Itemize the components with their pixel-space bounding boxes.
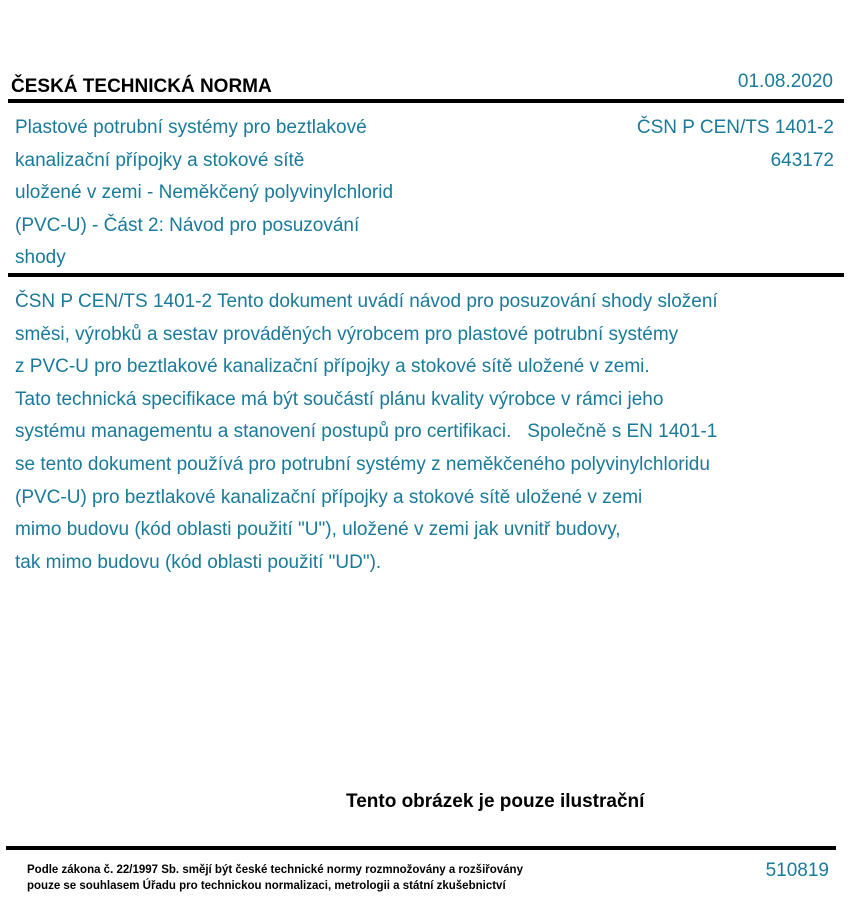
standard-title-line: kanalizační přípojky a stokové sítě xyxy=(15,149,305,171)
standard-description xyxy=(15,286,845,579)
description-line: mimo budovu (kód oblasti použití "U"), uložené v zemi jak uvnitř budovy, xyxy=(15,519,621,541)
description-line: tak mimo budovu (kód oblasti použití "UD"). xyxy=(15,551,382,573)
standard-title-line: shody xyxy=(15,247,66,268)
footer-divider xyxy=(6,846,836,850)
standard-identifiers xyxy=(637,112,834,177)
standard-title xyxy=(15,112,455,275)
title-divider xyxy=(8,273,844,277)
document-code: 510819 xyxy=(765,860,829,881)
description-line: směsi, výrobků a sestav prováděných výrobcem pro plastové potrubní systémy xyxy=(15,323,679,345)
description-line: se tento dokument používá pro potrubní systémy z neměkčeného polyvinylchloridu xyxy=(15,453,710,475)
standard-title-line: (PVC-U) - Část 2: Návod pro posuzování xyxy=(15,214,360,236)
document-heading: ČESKÁ TECHNICKÁ NORMA xyxy=(11,76,272,97)
legal-notice-line: pouze se souhlasem Úřadu pro technickou normalizaci, metrologii a státní zkušebnictví xyxy=(27,880,506,892)
description-line: systému managementu a stanovení postupů pro certifikaci. Společně s EN 1401-1 xyxy=(15,421,718,443)
illustration-note: Tento obrázek je pouze ilustrační xyxy=(346,791,645,812)
header-divider xyxy=(8,99,844,103)
description-line: ČSN P CEN/TS 1401-2 Tento dokument uvádí návod pro posuzování shody složení xyxy=(15,291,718,312)
standard-designation: ČSN P CEN/TS 1401-2 xyxy=(636,117,834,138)
standard-title-line: uložené v zemi - Neměkčený polyvinylchlorid xyxy=(15,182,394,203)
description-line: z PVC-U pro beztlakové kanalizační přípojky a stokové sítě uložené v zemi. xyxy=(15,356,650,378)
standard-title-line: Plastové potrubní systémy pro beztlakové xyxy=(15,117,367,138)
description-line: Tato technická specifikace má být součástí plánu kvality výrobce v rámci jeho xyxy=(15,388,664,410)
class-number: 643172 xyxy=(770,149,834,171)
publication-date: 01.08.2020 xyxy=(737,71,833,92)
legal-notice xyxy=(27,862,523,894)
legal-notice-line: Podle zákona č. 22/1997 Sb. smějí být české technické normy rozmnožovány a rozšiřovány xyxy=(27,864,523,876)
description-line: (PVC-U) pro beztlakové kanalizační přípojky a stokové sítě uložené v zemi xyxy=(15,486,643,508)
